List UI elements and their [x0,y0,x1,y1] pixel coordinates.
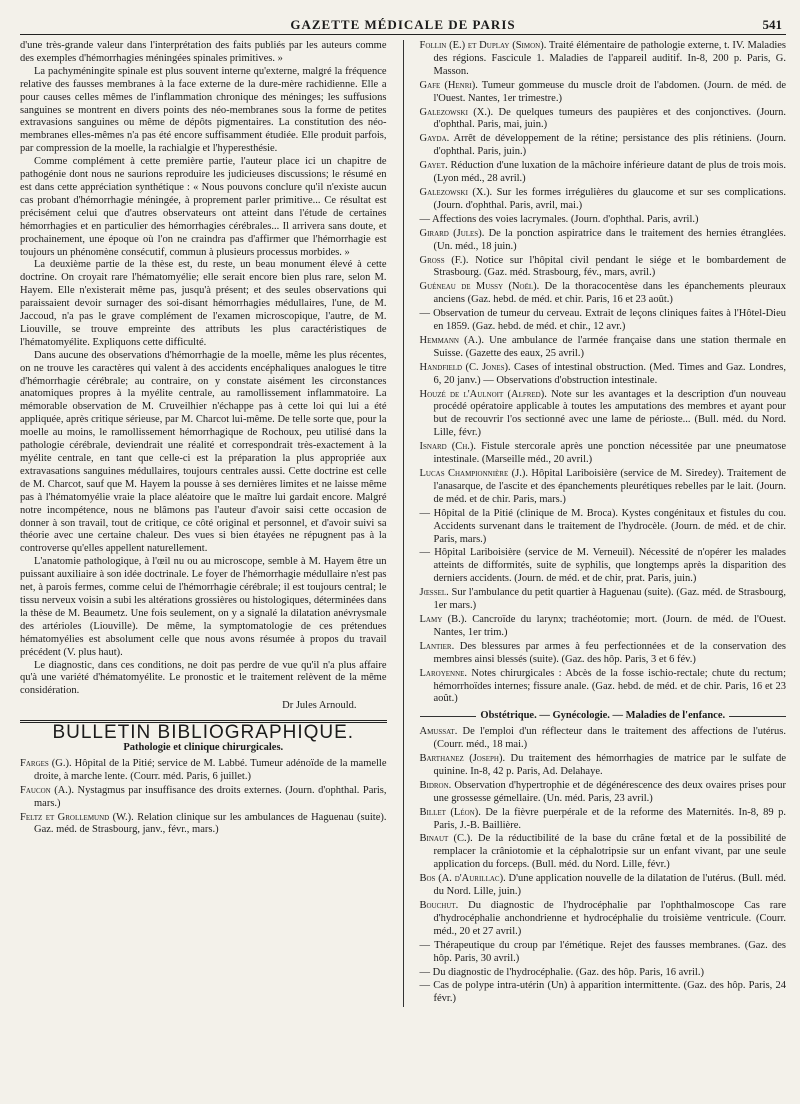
page-number: 541 [762,17,782,32]
entry-text: Hôpital Lariboisière (service de M. Verneuil). Nécessité de n'opérer les malades atteints de difformités, suite de syphilis, que longtemps après la disparition des derniers accidents. (Journ. de méd. et de chir, prat. Paris, juin.) [433,547,787,585]
entry-text: De la réductibilité de la base du crâne fœtal et de la possibilité de remplacer la crâniotomie et la céphalotripsie sur un enfant vivant, par une seule application du forceps. (Bull. méd. du Nord. Lille, févr.) [433,833,787,871]
entry-text: Relation clinique sur les ambulances de Haguenau (suite). Gaz. méd. de Strasbourg, janv., févr., mars.) [34,811,387,836]
entry-text: De quelques tumeurs des paupières et des conjonctives. (Journ. d'ophthal. Paris, mai, juin.) [433,106,787,131]
bibliography-entry [20,812,387,838]
entry-text: Une ambulance de l'armée française dans une station thermale en Suisse. (Gazette des eaux, 25 avril.) [433,334,787,359]
article-paragraph: Dans aucune des observations d'hémorrhagie de la moelle, même les plus récentes, on ne trouve les caractères qui valent à des accidents encéphaliques analogues le titre d'hémorrhagie cérébrale; au contraire, on y constate aisément les circonstances anatomiques propres à la myélite centrale, au ramollissement inflammatoire. La mémorable observation de M. Cruveilhier n'échappe pas à cette loi qui lui a été appliquée, après critique sérieuse, par M. Charcot lui-même. De telle sorte que, pour la moelle au moins, le ramollissement hémorrhagique de Rochoux, peu utilisé dans la pathologie cérébrale, deviendrait une réalité et correspondrait très-exactement à la myélite centrale, en tant que celle-ci est la préparation la plus appropriée aux extravasations sanguines médullaires, toujours centrales aussi. Cette doctrine est celle de M. Charcot, sauf que M. Hayem la pousse à ses dernières limites et ne laisse même pas à l'hématomyélie vraie la place aléatoire que le maître lui gardait encore. Malgré notre incompétence, nous ne blâmons pas l'auteur d'avoir saisi cette occasion de donner à son travail, tout de critique, ce côté original et personnel, et d'avoir suivi sa théorie avec une certaine chaleur. Des vues si bien étayées ne répugnent pas à la controverse qu'elles appellent naturellement. [20,349,387,555]
bibliography-entry [420,308,787,334]
entry-author: — [419,547,430,559]
bibliography-entry [20,785,387,811]
bibliography-entry [420,547,787,586]
section-heading-row [420,710,787,723]
bibliography-entry [20,758,387,784]
article-paragraph: Le diagnostic, dans ces conditions, ne doit pas perdre de vue qu'il n'a plus affaire qu'à une variété d'hématomyélite. Le pronostic et le traitement relèvent de la même considération. [20,659,387,697]
bibliography-entry [420,940,787,966]
entry-author: Bidron. [419,779,452,791]
page [0,14,800,1104]
entry-text: De la fièvre puerpérale et de la reforme des Maternités. In-8, 89 p. Paris, J.-B. Baillière. [433,806,787,831]
entry-author: Houzé de l'Aulnoit (Alfred). [419,388,547,400]
bibliography-entry [420,40,787,79]
entry-author: Bos (A. d'Aurillac). [419,873,506,885]
bibliography-entry [420,753,787,779]
entry-author: Guéneau de Mussy (Noël). [419,281,540,293]
bulletin-section-heading: Pathologie et clinique chirurgicales. [123,742,284,754]
entry-text: Affections des voies lacrymales. (Journ. d'ophthal. Paris, avril.) [432,213,699,225]
entry-text: Tumeur gommeuse du muscle droit de l'abdomen. (Journ. de méd. de l'Ouest. Nantes, 1er trimestre.) [433,79,787,104]
entry-author: Laroyenne. [419,667,468,679]
entry-text: Notice sur l'hôpital civil pendant le siége et le bombardement de Strasbourg. (Gaz. méd. Strasbourg, fév., mars, avril.) [433,254,787,279]
bibliography-list [420,726,787,1006]
entry-text: Réduction d'une luxation de la mâchoire inférieure datant de plus de trois mois. (Lyon méd., 28 avril.) [433,160,787,185]
entry-text: Note sur les avantages et la description d'un nouveau procédé opératoire applicable à toutes les amputations des membres et ayant pour but de recouvrir l'os sectionné avec une lame de périoste... (Bull. méd. du Nord. Lille, févr.) [433,388,787,439]
entry-text: Thérapeutique du croup par l'émétique. Rejet des fausses membranes. (Gaz. des hôp. Paris, 30 avril.) [433,939,787,964]
section-heading: Obstétrique. — Gynécologie. — Maladies de l'enfance. [480,710,726,722]
bibliography-entry [420,967,787,980]
entry-text: Fistule stercorale après une ponction nécessitée par une pneumatose intestinale. (Marseille méd., 20 avril.) [433,441,787,466]
entry-author: Billet (Léon). [419,806,481,818]
entry-text: Sur l'ambulance du petit quartier à Haguenau (suite). (Gaz. méd. de Strasbourg, 1er mars.) [433,587,787,612]
page-header [20,14,786,35]
entry-text: Hôpital de la Pitié; service de M. Labbé. Tumeur adénoïde de la mamelle droite, à marche lente. (Courr. méd. Paris, 6 juillet.) [34,757,387,782]
bibliography-entry [420,668,787,707]
entry-text: Sur les formes irrégulières du glaucome et sur ses complications. (Journ. d'ophthal. Paris, avril, mai.) [433,186,787,211]
bibliography-list [20,758,387,837]
entry-author: Farges (G.). [20,757,72,769]
bibliography-entry [420,614,787,640]
bulletin-title: BULLETIN BIBLIOGRAPHIQUE. [52,722,355,744]
bibliography-list [420,40,787,706]
bibliography-entry [420,833,787,872]
entry-author: Girard (Jules). [419,227,485,239]
entry-author: Galezowski (X.). [419,186,493,198]
entry-author: Gafe (Henri). [419,79,478,91]
bibliography-entry [420,80,787,106]
entry-text: Des blessures par armes à feu perfectionnées et de la conservation des membres ainsi blessés (suite). (Gaz. des hôp. Paris, 3 et 6 fév.) [433,640,787,665]
entry-author: Handfield (C. Jones). [419,361,511,373]
entry-text: Du diagnostic de l'hydrocéphalie. (Gaz. des hôp. Paris, 16 avril.) [432,966,704,978]
entry-text: Hôpital Lariboisière (service de M. Siredey). Traitement de l'anasarque, de l'ascite et des épanchements pleurétiques rebelles par le lait. (Journ. de méd. et de chir. Paris, mars.) [433,468,787,505]
entry-text: Cancroïde du larynx; trachéotomie; mort. (Journ. de méd. de l'Ouest. Nantes, 1er trim.) [433,613,787,638]
entry-author: — [419,966,430,978]
entry-author: — [419,213,430,225]
bibliography-entry [420,468,787,507]
bibliography-entry [420,900,787,939]
entry-text: Observation d'hypertrophie et de dégénérescence des deux ovaires prises pour une grossesse gémellaire. (Un. méd. Paris, 23 avril.) [433,779,787,804]
entry-author: Lamy (B.). [419,613,467,625]
entry-text: Hôpital de la Pitié (clinique de M. Broca). Kystes congénitaux et fistules du cou. Accidents survenant dans le traitement de l'hydrocèle. (Journ. de méd. et de chir. Paris, mars.) [433,507,787,545]
bibliography-entry [420,214,787,227]
left-column [20,40,387,1007]
bibliography-entry [420,641,787,667]
bibliography-entry [420,389,787,441]
bibliography-entry [420,107,787,133]
entry-text: Traité élémentaire de pathologie externe, t. IV. Maladies des régions. Fascicule 1. Maladies de l'appareil auditif. In-8, 200 p. Paris, G. Masson. [433,40,787,77]
entry-text: Cases of intestinal obstruction. (Med. Times and Gaz. Londres, 6, 20 janv.) — Observations d'obstruction intestinale. [433,361,787,386]
article-paragraph: Comme complément à cette première partie, l'auteur place ici un chapitre de pathogénie dont nous ne saurions reproduire les judicieuses discussions; le résumé en est dans cette appréciation synthétique : « Nous pouvons conclure qu'il n'existe aucun cas probant d'hémorrhagie méningée, à proprement parler primitive... Ce résultat est précisément celui que d'autres observateurs ont atteint dans l'étude de certaines hémorrhagies et en particulier des hémorrhagies cérébrales... Il arrivera sans doute, et prochainement, une époque où l'on ne craindra pas d'affirmer que l'hémorrhagie est toujours un phénomène consécutif, commun à plusieurs processus morbides. » [20,156,387,258]
entry-author: Barthanez (Joseph). [419,753,506,765]
right-column [420,40,787,1007]
bibliography-entry [420,807,787,833]
bibliography-entry [420,281,787,307]
bibliography-entry [420,187,787,213]
article-paragraph: d'une très-grande valeur dans l'interprétation des faits publiés par les auteurs comme des exemples d'hémorrhagies méningées spinales primitives. » [20,40,387,64]
bibliography-entry [420,726,787,752]
entry-author: — [419,939,430,951]
entry-text: De l'emploi d'un réflecteur dans le traitement des affections de l'utérus. (Courr. méd., 18 mai.) [433,726,787,751]
entry-author: — [419,507,430,519]
entry-author: Binaut (C.). [419,833,473,845]
bibliography-entry [420,508,787,547]
entry-author: Gross (F.). [419,254,469,266]
bibliography-entry [420,160,787,186]
article-paragraph: La deuxième partie de la thèse est, du reste, un beau monument élevé à cette doctrine. On croyait rare l'hématomyélie; elle serait encore bien plus rare, selon M. Hayem. Elle n'existerait même pas, jusqu'à présent; et des seules observations qui paraissaient devoir surnager des soi-disant hémorrhagies médullaires, l'une, de M. Jaccoud, n'a pas le grave complément de l'examen microscopique, l'autre, de M. Liouville, se trouve empreinte des attributs les plus caractéristiques de l'hématomyélite. Expliquons cette difficulté. [20,259,387,348]
journal-title: GAZETTE MÉDICALE DE PARIS [290,17,516,32]
entry-author: Galezowski (X.). [419,106,494,118]
entry-author: Gayet. [419,160,448,172]
article-paragraph: L'anatomie pathologique, à l'œil nu ou au microscope, semble à M. Hayem être un puissant auxiliaire à son idée doctrinale. Le foyer de l'hémorrhagie médullaire n'est pas net, à parois fermes, comme celui de l'hémorrhagie cérébrale; il est toujours central; le tissu nerveux voisin a subi les altérations grossières ou histologiques, déterminées dans la thèse de M. Beaumetz. Une fois seulement, on y a signalé la dilatation anévrysmale des artérioles (Liouville). De même, la symptomatologie de ces prétendues hématomyélies est absolument celle que nous avons résumée à propos du travail précédent (V. plus haut). [20,556,387,658]
entry-author: Isnard (Ch.). [419,441,477,453]
bibliography-entry [420,587,787,613]
heading-rule [420,716,477,717]
bibliography-entry [420,873,787,899]
bibliography-entry [420,228,787,254]
entry-author: — [419,980,430,992]
bibliography-entry [420,133,787,159]
bibliography-entry [420,335,787,361]
entry-author: Gayda. [419,133,450,145]
author-signature: Dr Jules Arnould. [282,700,357,712]
bibliography-entry [420,980,787,1006]
entry-author: Bouchut. [419,900,459,911]
article-body [20,40,387,698]
entry-author: Lucas Championnière (J.). [419,468,528,479]
entry-author: Follin (E.) et Duplay (Simon). [419,40,547,51]
entry-text: De la thoracocentèse dans les épanchements pleuraux anciens (Gaz. hebd. de méd. et chir. Paris, 16 et 23 août.) [433,281,787,306]
entry-text: Observation de tumeur du cerveau. Extrait de leçons cliniques faites à l'Hôtel-Dieu en 1859. (Gaz. hebd. de méd. et chir., 12 avr.) [433,308,787,333]
entry-text: Notes chirurgicales : Abcès de la fosse ischio-rectale; chute du rectum; hémorrhoïdes internes; fissure anale. (Gaz. hebd. de méd. et de chir. Paris, 16 et 23 août.) [433,667,787,705]
bibliography-entry [420,780,787,806]
columns [20,40,786,1007]
entry-author: Lantier. [419,640,455,652]
bibliography-entry [420,255,787,281]
column-rule [403,40,404,1007]
entry-text: D'une application nouvelle de la dilatation de l'utérus. (Bull. méd. du Nord. Lille, juin.) [433,873,787,898]
entry-text: De la ponction aspiratrice dans le traitement des hernies étranglées. (Un. méd., 18 juin.) [433,227,787,252]
entry-author: Jœssel. [419,587,449,599]
entry-author: — [419,308,430,320]
entry-author: Amussat. [419,726,458,738]
entry-author: Feltz et Grollemund (W.). [20,811,134,823]
bibliography-entry [420,362,787,388]
heading-rule [729,716,786,717]
entry-text: Du traitement des hémorrhagies de matrice par le sulfate de quinine. In-8, 42 p. Paris, Ad. Delahaye. [433,753,787,777]
article-paragraph: La pachyméningite spinale est plus souvent interne qu'externe, malgré la fréquence relative des fausses membranes à la face externe de la dure-mère rachidienne. Elle a pour causes celles mêmes de l'inflammation chronique des méninges; les suffusions sanguines se montrent en divers points des néo-membranes sous la forme de petites extravasions sanguines ou même de dépôts pigmentaires. La constitution des néo-membranes elles-mêmes n'a pas été encore suffisamment étudiée. Elle produit parfois, par compression de la moelle, la rachialgie et l'hyperesthésie. [20,65,387,155]
entry-text: Du diagnostic de l'hydrocéphalie par l'ophthalmoscope Cas rare d'hydrocéphalie anchondrienne et hydrocéphalie du troisième ventricule. (Courr. méd., 20 et 27 avril.) [433,900,787,937]
entry-text: Arrêt de développement de la rétine; persistance des plis rétiniens. (Journ. d'ophthal. Paris, juin.) [433,133,787,158]
entry-text: Cas de polype intra-utérin (Un) à apparition intermittente. (Gaz. des hôp. Paris, 24 févr.) [433,980,787,1005]
entry-text: Nystagmus par insuffisance des droits externes. (Journ. d'ophthal. Paris, mars.) [34,784,387,809]
entry-author: Hemmann (A.). [419,334,484,346]
bibliography-entry [420,441,787,467]
entry-author: Faucon (A.). [20,784,75,796]
